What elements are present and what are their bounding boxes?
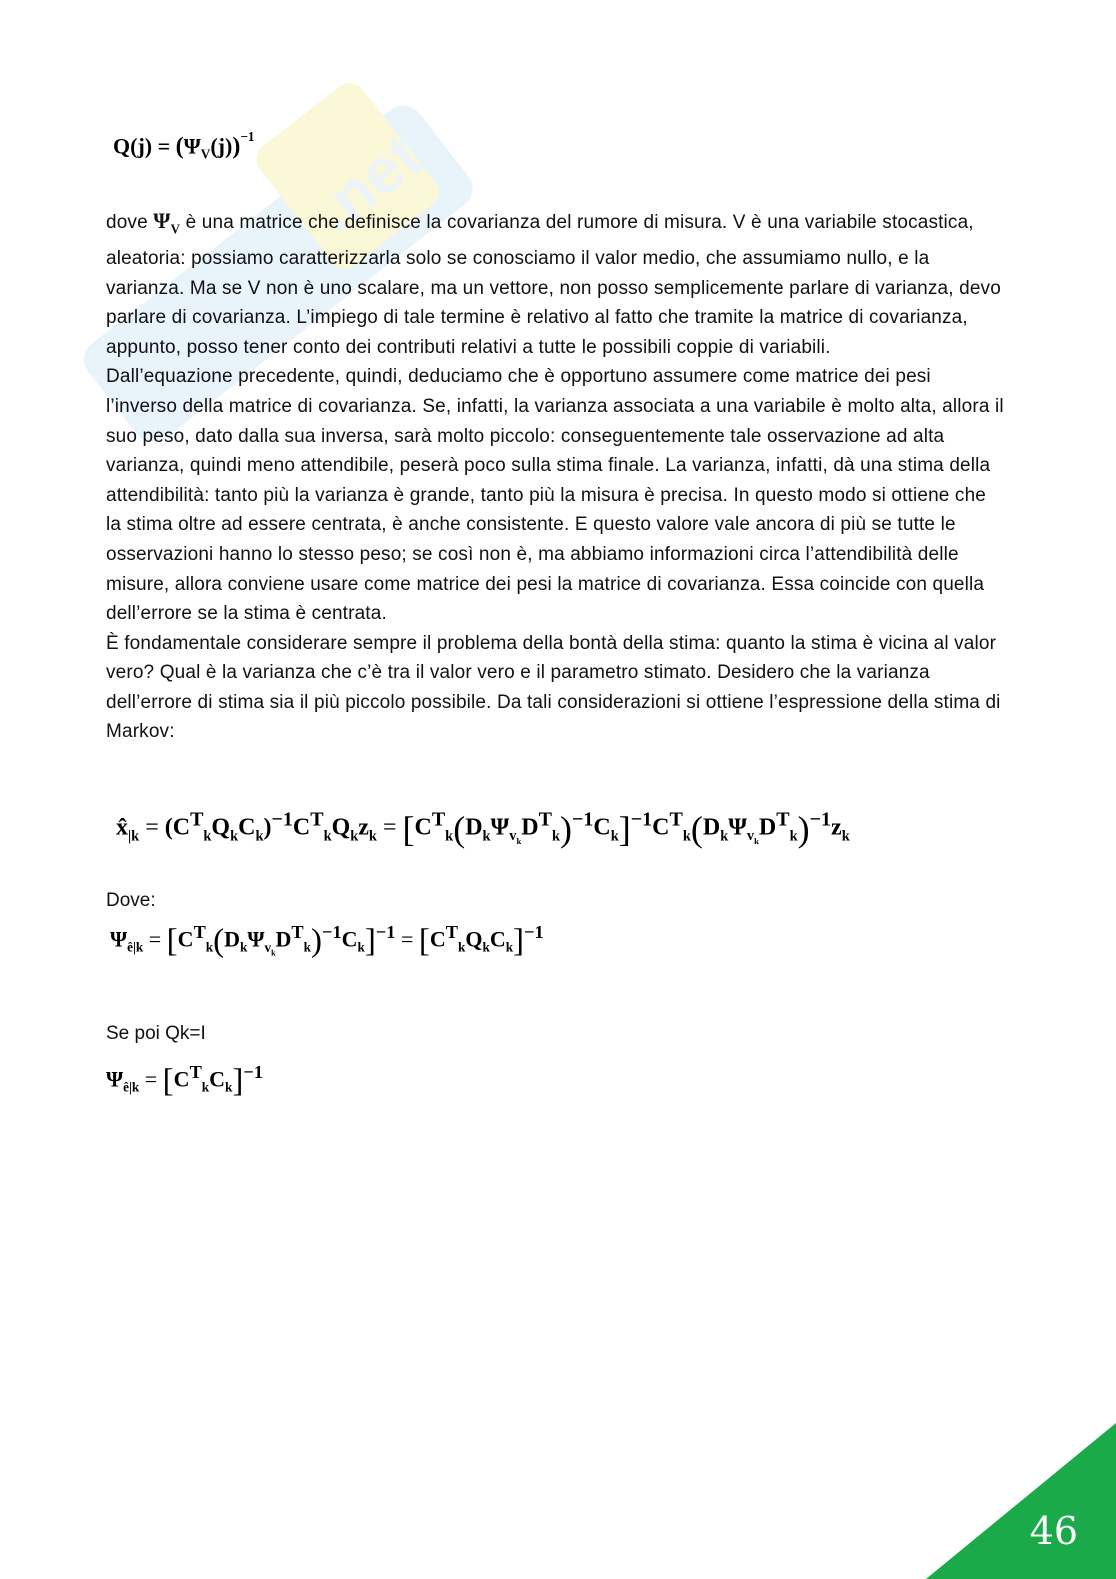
d2-sup: T: [291, 922, 304, 942]
exponent: −1: [240, 129, 255, 144]
watermark-text: .net: [300, 119, 435, 246]
term-q-2: Q: [331, 814, 351, 841]
term-z: z: [358, 814, 369, 841]
d2: D: [521, 814, 539, 841]
psi-v-2-sub-letter: v: [746, 828, 755, 845]
c1-sub: k: [201, 1079, 210, 1095]
equation-error-covariance: [110, 922, 544, 960]
d2-sub: k: [303, 939, 311, 955]
z: z: [831, 814, 842, 841]
term-c-2-subscript: k: [323, 828, 332, 845]
c1: C: [177, 926, 194, 952]
c3: C: [652, 814, 670, 841]
bracket2-exp: −1: [524, 922, 544, 942]
page-corner-triangle: [926, 1423, 1116, 1579]
equals-sign-2: =: [395, 926, 419, 952]
paren-close: ): [232, 133, 241, 160]
inline-psi-subscript: V: [170, 221, 181, 237]
bracket-close: ]: [364, 922, 376, 959]
c1-sub: k: [445, 828, 454, 845]
term-c-subscript: k: [203, 828, 212, 845]
term-c-2: C: [292, 814, 311, 841]
c2: C: [209, 1066, 226, 1092]
inner-paren-open: (: [213, 922, 225, 959]
paren-open: (: [175, 133, 184, 160]
term-c: C: [238, 814, 256, 841]
psi-v-sub: [264, 939, 276, 958]
d1: D: [224, 926, 241, 952]
c4-sub: k: [505, 939, 514, 955]
bracket-exp: −1: [375, 922, 396, 942]
psi-e-sub: ê|k: [127, 939, 144, 955]
body-text: [106, 206, 1006, 747]
inner-exp: −1: [322, 922, 342, 942]
psi-v-sub-letter: v: [264, 939, 272, 955]
corner-triangle-shape: [926, 1423, 1116, 1579]
psi-v-subsub: k: [271, 948, 276, 958]
psi-v-2-sub: [746, 828, 759, 847]
equation-lhs: Q(j) =: [113, 133, 176, 159]
c2: C: [341, 926, 358, 952]
paragraph-1: [106, 206, 1006, 362]
psi-e: Ψ: [110, 926, 128, 952]
term-c-transpose: T: [190, 808, 204, 831]
page-number: 46: [1029, 1509, 1078, 1553]
argument: (j): [210, 133, 233, 159]
c1-sup: T: [189, 1062, 202, 1082]
label-se-poi: Se poi Qk=I: [106, 1023, 206, 1044]
z-sub: k: [841, 828, 850, 845]
c2: C: [593, 814, 611, 841]
paren-close: ): [263, 814, 272, 841]
psi-e: Ψ: [106, 1066, 124, 1092]
c2-sub: k: [357, 939, 365, 955]
d4: D: [758, 814, 777, 841]
d1-sub: k: [240, 939, 248, 955]
c1-sup: T: [431, 808, 446, 831]
c2-sub: k: [225, 1079, 233, 1095]
inner2-paren-open: (: [690, 809, 703, 849]
psi-v-2: Ψ: [728, 814, 747, 841]
c1: C: [414, 814, 432, 841]
inner-paren-close: ): [559, 809, 572, 849]
c3-sub: k: [682, 828, 691, 845]
d1: D: [465, 814, 483, 841]
psi-v-sub-letter: v: [509, 828, 517, 845]
bracket2-close: ]: [513, 922, 525, 959]
psi-v-sub: [509, 828, 522, 847]
inner-exp: −1: [571, 808, 594, 831]
inline-psi-symbol: Ψ: [153, 208, 171, 233]
c3: C: [429, 926, 446, 952]
equals-sign: =: [143, 926, 167, 952]
inner2-paren-close: ): [797, 809, 810, 849]
q-sub: k: [482, 939, 490, 955]
equals-sign: =: [139, 814, 165, 841]
bracket-close: ]: [232, 1062, 244, 1099]
psi-v-2-subsub: k: [754, 836, 759, 847]
bracket-close: ]: [618, 809, 631, 849]
q: Q: [465, 926, 483, 952]
c2-sub: k: [610, 828, 619, 845]
psi-e-sub: ê|k: [123, 1079, 140, 1095]
paragraph-2: Dall’equazione precedente, quindi, deduciamo che è opportuno assumere come matrice dei pesi l’inverso della matrice di covarianza. Se, infatti, la varianza associata a una variabile è molto alta, allora il suo peso, dato dalla sua inversa, sarà molto piccolo: conseguentemente tale osservazione ad alta varianza, quindi meno attendibile, peserà poco sulla stima finale. La varianza, infatti, dà una stima della attendibilità: tanto più la varianza è grande, tanto più la misura è precisa. In questo modo si ottiene che la stima oltre ad essere centrata, è anche consistente. E questo valore vale ancora di più se tutte le osservazioni hanno lo stesso peso; se così non è, ma abbiamo informazioni circa l’attendibilità delle misure, allora conviene usare come matrice dei pesi la matrice di covarianza. Essa coincide con quella dell’errore se la stima è centrata.: [106, 366, 1004, 625]
paragraph-3: È fondamentale considerare sempre il problema della bontà della stima: quanto la stima è vicina al valor vero? Qual è la varianza che c’è tra il valor vero e il parametro stimato. Desidero che la varianza dell’errore di stima sia il più piccolo possibile. Da tali considerazioni si ottiene l’espressione della stima di Markov:: [106, 632, 1001, 743]
term-c-open: (C: [164, 814, 191, 841]
bracket-exp: −1: [243, 1062, 263, 1082]
d4-sup: T: [776, 808, 790, 831]
inverse-exponent: −1: [271, 808, 293, 831]
x-hat: x̂: [116, 814, 128, 841]
p1-text: è una matrice che definisce la covarianza del rumore di misura. V è una variabile stocastica, aleatoria: possiamo caratterizzarla solo se conosciamo il valor medio, che assumiamo nullo, e la varianza. Ma se V non è uno scalare, ma un vettore, non posso semplicemente parlare di varianza, devo parlare di covarianza. L’impiego di tale termine è relativo al fatto che tramite la matrice di covarianza, appunto, posso tener conto dei contributi relativi a tutte le possibili coppie di variabili.: [106, 212, 1001, 358]
bracket-open: [: [166, 922, 178, 959]
d3: D: [702, 814, 721, 841]
term-c-2-transpose: T: [310, 808, 324, 831]
term-z-subscript: k: [368, 828, 377, 845]
psi-v-subsub: k: [516, 836, 522, 847]
bracket-open: [: [162, 1062, 174, 1099]
term-q: Q: [211, 814, 231, 841]
label-dove: Dove:: [106, 890, 156, 911]
p1-intro: dove: [106, 212, 154, 233]
term-q-2-subscript: k: [350, 828, 359, 845]
d4-sub: k: [789, 828, 798, 845]
d1-sub: k: [482, 828, 491, 845]
c3-sup: T: [669, 808, 683, 831]
inner-paren-close: ): [311, 922, 322, 959]
psi-subscript: V: [200, 146, 211, 162]
bracket-open: [: [402, 809, 415, 849]
psi-symbol: Ψ: [183, 133, 201, 159]
term-c-subscript-2: k: [255, 828, 264, 845]
d2: D: [275, 926, 292, 952]
x-hat-subscript: |k: [128, 828, 140, 845]
bracket2-open: [: [418, 922, 430, 959]
d3-sub: k: [720, 828, 729, 845]
c3-sup: T: [445, 922, 458, 942]
inline-psi-v: [153, 208, 181, 237]
d2-sub: k: [551, 828, 560, 845]
psi-v: Ψ: [247, 926, 265, 952]
c4: C: [489, 926, 506, 952]
term-q-subscript: k: [230, 828, 239, 845]
equals-sign-2: =: [376, 814, 403, 841]
d2-sup: T: [538, 808, 552, 831]
bracket-exp: −1: [630, 808, 653, 831]
equation-simplified-covariance: [106, 1062, 263, 1100]
c1-sub: k: [205, 939, 214, 955]
inner2-exp: −1: [809, 808, 832, 831]
equals-sign: =: [139, 1066, 163, 1092]
c1: C: [173, 1066, 190, 1092]
c1-sup: T: [193, 922, 206, 942]
psi-v: Ψ: [490, 814, 510, 841]
equation-markov-estimate: [116, 808, 850, 850]
c3-sub: k: [458, 939, 466, 955]
inner-paren-open: (: [453, 809, 466, 849]
equation-q-definition: [113, 129, 255, 163]
